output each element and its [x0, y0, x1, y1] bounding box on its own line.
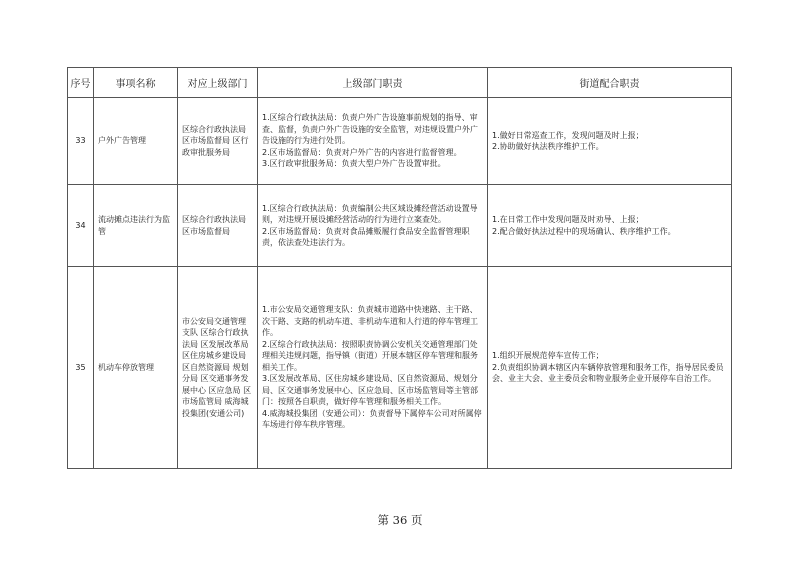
- row-superior-duties: [258, 98, 488, 185]
- duty-line: 1.市公安局交通管理支队：负责城市道路中快速路、主干路、次干路、支路的机动车道、非机动车道和人行道的停车管理工作。: [262, 305, 478, 338]
- row-department: 区综合行政执法局 区市场监督局: [178, 185, 258, 267]
- duty-line: 2.区综合行政执法局：按照职责协调公安机关交通管理部门处理相关违规问题，指导镇（街道）开展本辖区停车管理和服务相关工作。: [262, 339, 478, 372]
- duty-line: 1.做好日常巡查工作，发现问题及时上报；: [492, 130, 644, 140]
- row-street-duties: [488, 98, 732, 185]
- duty-line: 2.负责组织协调本辖区内车辆停放管理和服务工作，指导居民委员会、业主大会、业主委员会和物业服务企业开展停车自治工作。: [492, 362, 724, 384]
- row-street-duties: [488, 185, 732, 267]
- row-street-duties: [488, 267, 732, 469]
- duty-line: 3.区行政审批服务局：负责大型户外广告设置审批。: [262, 159, 446, 169]
- duty-line: 2.区市场监督局：负责对食品摊贩履行食品安全监督管理职责，依法查处违法行为。: [262, 226, 470, 247]
- row-item-name: 流动摊点违法行为监管: [94, 185, 178, 267]
- table-row: [68, 185, 732, 267]
- duty-line: 1.组织开展规范停车宣传工作；: [492, 351, 604, 361]
- row-number: 35: [68, 267, 94, 469]
- header-street-duties: 街道配合职责: [488, 68, 732, 98]
- row-item-name: 机动车停放管理: [94, 267, 178, 469]
- duty-line: 1.区综合行政执法局：负责户外广告设施事前规划的指导、审查、监督，负责户外广告设施的安全监管，对违规设置户外广告设施的行为进行处罚。: [262, 113, 478, 146]
- row-number: 34: [68, 185, 94, 267]
- duty-table: [67, 67, 732, 469]
- row-superior-duties: [258, 267, 488, 469]
- row-item-name: 户外广告管理: [94, 98, 178, 185]
- header-superior-duties: 上级部门职责: [258, 68, 488, 98]
- duty-line: 3.区发展改革局、区住房城乡建设局、区自然资源局、规划分局、区交通事务发展中心、区应急局、区市场监管局等主管部门：按照各自职责，做好停车管理和服务相关工作。: [262, 374, 478, 407]
- row-department: 区综合行政执法局 区市场监督局 区行政审批服务局: [178, 98, 258, 185]
- row-department: 市公安局交通管理支队 区综合行政执法局 区发展改革局 区住房城乡建设局 区自然资源局 规划分局 区交通事务发展中心 区应急局 区市场监管局 威海城投集团(安通公司): [178, 267, 258, 469]
- header-superior-department: 对应上级部门: [178, 68, 258, 98]
- row-superior-duties: [258, 185, 488, 267]
- duty-line: 2.区市场监督局：负责对户外广告的内容进行监督管理。: [262, 147, 462, 157]
- header-number: 序号: [68, 68, 94, 98]
- duty-line: 1.区综合行政执法局：负责编制公共区域设摊经营活动设置导则，对违规开展设摊经营活动的行为进行立案查处。: [262, 203, 478, 224]
- duty-line: 1.在日常工作中发现问题及时劝导、上报；: [492, 215, 644, 224]
- table-row: [68, 98, 732, 185]
- page-number: 第 36 页: [377, 513, 423, 527]
- header-item-name: 事项名称: [94, 68, 178, 98]
- duty-line: 2.配合做好执法过程中的现场确认、秩序维护工作。: [492, 226, 676, 236]
- duty-line: 2.协助做好执法秩序维护工作。: [492, 142, 604, 151]
- row-number: 33: [68, 98, 94, 185]
- table-header-row: [68, 68, 732, 98]
- duty-line: 4.威海城投集团（安通公司）：负责督导下属停车公司对所属停车场进行停车秩序管理。: [262, 408, 482, 430]
- table-row: [68, 267, 732, 469]
